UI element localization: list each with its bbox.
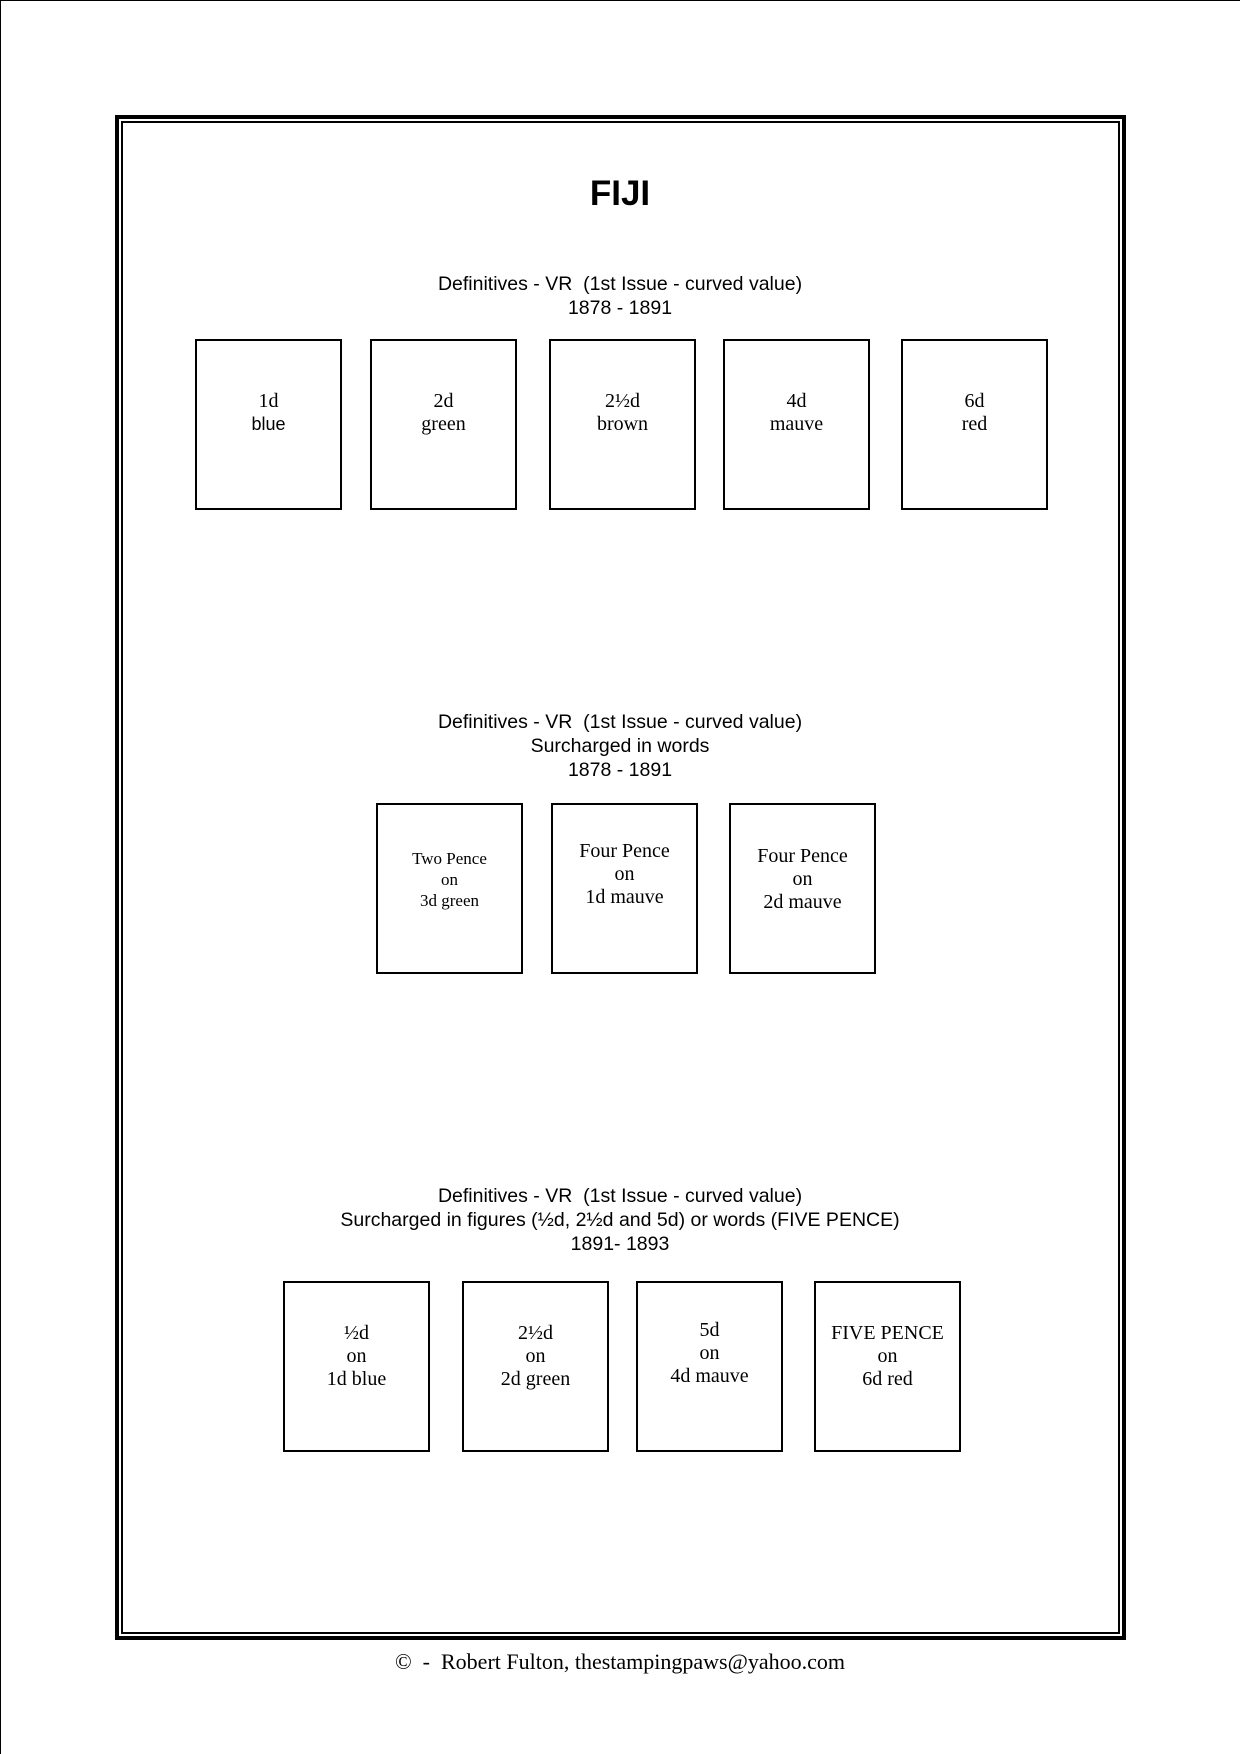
stamp-space [283, 1281, 430, 1452]
stamp-color: mauve [769, 412, 824, 435]
stamp-on: on [525, 1345, 546, 1367]
stamp-color: brown [596, 412, 649, 435]
stamp-on: on [699, 1342, 720, 1364]
page-edge-top [0, 0, 1240, 1]
stamp-value: 4d [786, 389, 807, 412]
stamp-surcharge: Four Pence [579, 840, 670, 862]
stamp-surcharge: FIVE PENCE [831, 1322, 944, 1344]
stamp-on: on [792, 868, 813, 890]
section-heading-line: Surcharged in figures (½d, 2½d and 5d) or words (FIVE PENCE) [340, 1209, 900, 1231]
stamp-color: blue [251, 413, 286, 434]
stamp-base: 1d mauve [585, 886, 664, 908]
stamp-surcharge: Two Pence [412, 849, 487, 868]
stamp-on: on [614, 863, 635, 885]
stamp-value: 2½d [605, 389, 640, 412]
section-heading-line: Surcharged in words [530, 735, 710, 757]
stamp-base: 2d mauve [763, 891, 842, 913]
section-heading-line: 1891- 1893 [570, 1233, 670, 1255]
stamp-value: 2d [433, 389, 454, 412]
section-heading-line: 1878 - 1891 [567, 297, 673, 319]
stamp-on: on [877, 1345, 898, 1367]
stamp-base: 1d blue [326, 1368, 387, 1390]
stamp-value: 6d [964, 389, 985, 412]
stamp-base: 4d mauve [670, 1365, 749, 1387]
section-heading-line: 1878 - 1891 [567, 759, 673, 781]
stamp-space [462, 1281, 609, 1452]
stamp-space [723, 339, 870, 510]
stamp-surcharge: 2½d [518, 1322, 553, 1344]
stamp-on: on [441, 870, 458, 889]
stamp-space [729, 803, 876, 974]
stamp-space [636, 1281, 783, 1452]
section-heading-line: Definitives - VR (1st Issue - curved value) [437, 1185, 803, 1207]
stamp-surcharge: 5d [699, 1319, 720, 1341]
section-heading-line: Definitives - VR (1st Issue - curved value) [437, 711, 803, 733]
stamp-base: 2d green [500, 1368, 571, 1390]
stamp-surcharge: Four Pence [757, 845, 848, 867]
stamp-color: red [961, 412, 988, 435]
stamp-space [814, 1281, 961, 1452]
section-heading-2 [0, 710, 1240, 782]
page-edge-left [0, 0, 1, 1754]
stamp-space [901, 339, 1048, 510]
copyright-footer: © - Robert Fulton, thestampingpaws@yahoo.com [394, 1649, 846, 1674]
stamp-surcharge: ½d [344, 1322, 369, 1344]
stamp-on: on [346, 1345, 367, 1367]
stamp-color: green [421, 412, 466, 435]
stamp-base: 6d red [862, 1368, 913, 1390]
stamp-base: 3d green [419, 891, 479, 910]
stamp-value: 1d [258, 389, 279, 412]
page-title: FIJI [589, 174, 651, 213]
stamp-space [376, 803, 523, 974]
stamp-space [195, 339, 342, 510]
section-heading-1 [0, 272, 1240, 320]
stamp-space [549, 339, 696, 510]
stamp-space [551, 803, 698, 974]
section-heading-3 [0, 1184, 1240, 1256]
stamp-space [370, 339, 517, 510]
section-heading-line: Definitives - VR (1st Issue - curved value) [437, 273, 803, 295]
